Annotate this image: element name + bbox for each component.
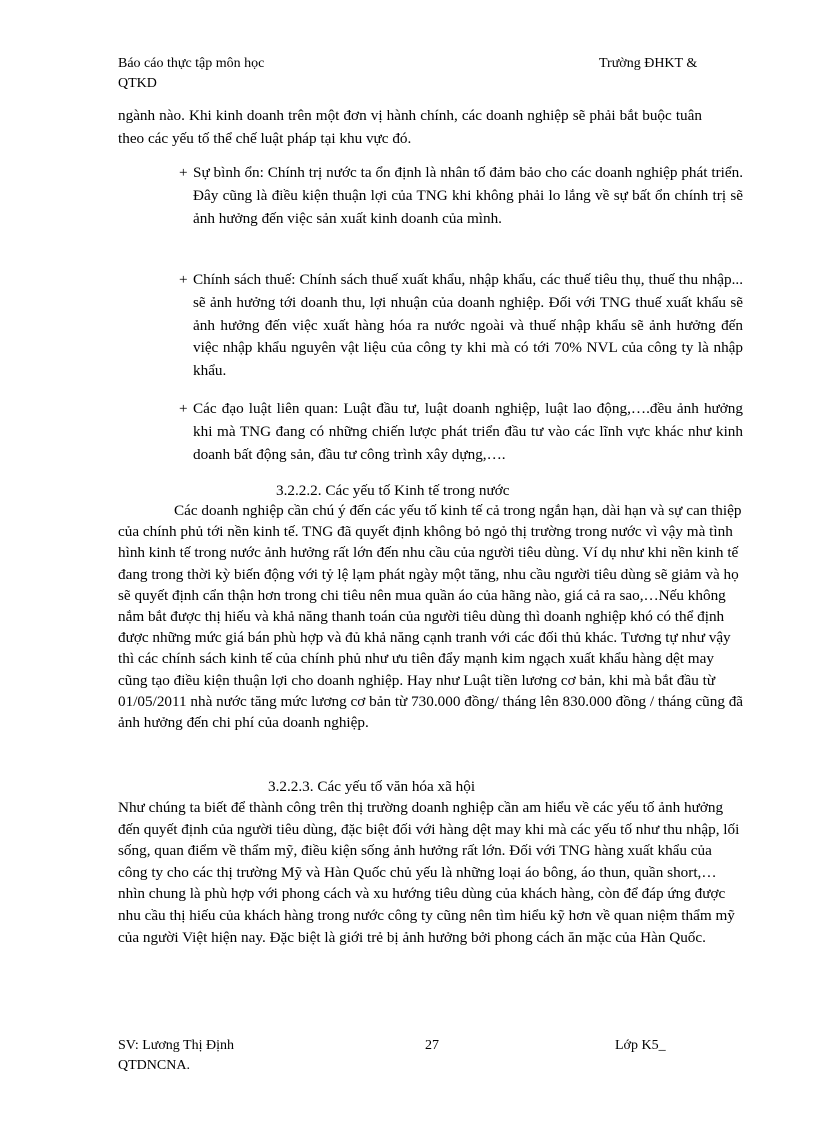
header-left-line2: QTKD [118, 76, 157, 91]
bullet-political-stability [179, 162, 743, 230]
page-number: 27 [425, 1038, 439, 1053]
bullet-related-laws [179, 398, 743, 466]
footer-left-line2: QTDNCNA. [118, 1058, 190, 1073]
section-heading-economic: 3.2.2.2. Các yếu tố Kinh tế trong nước [276, 482, 510, 499]
bullet-text: Sự bình ổn: Chính trị nước ta ổn định là nhân tố đảm bảo cho các doanh nghiệp phát triển. Đây cũng là điều kiện thuận lợi của TNG khi không phải lo lắng về sự bất ổn chính trị sẽ ảnh hưởng đến việc sản xuất kinh doanh của mình. [193, 164, 743, 227]
footer-right: Lớp K5_ [615, 1038, 666, 1053]
header-left-line1: Báo cáo thực tập môn học [118, 56, 265, 71]
section-heading-cultural: 3.2.2.3. Các yếu tố văn hóa xã hội [268, 778, 476, 795]
section-body-economic: Các doanh nghiệp cần chú ý đến các yếu tố kinh tế cả trong ngắn hạn, dài hạn và sự can thiệp của chính phủ tới nền kinh tế. TNG đã quyết định không bỏ ngỏ thị trường trong nước vì vậy mà tình hình kinh tế trong nước ảnh hưởng rất lớn đến nhu cầu của người tiêu dùng. Ví dụ như khi nền kinh tế đang trong thời kỳ biến động với tỷ lệ lạm phát ngày một tăng, nhu cầu người tiêu dùng sẽ giảm và họ sẽ quyết định cẩn thận hơn trong chi tiêu nên mua quần áo của hãng nào, giá cả ra sao,…Nếu không nắm bắt được thị hiếu và khả năng thanh toán của người tiêu dùng thì doanh nghiệp khó có thể định được những mức giá bán phù hợp và đủ khả năng cạnh tranh với các đối thủ khác. Tương tự như vậy thì các chính sách kinh tế của chính phủ như ưu tiên đẩy mạnh kim ngạch xuất khẩu hàng dệt may cũng tạo điều kiện thuận lợi cho doanh nghiệp. Hay như Luật tiền lương cơ bản, khi mà bắt đầu từ 01/05/2011 nhà nước tăng mức lương cơ bản từ 730.000 đồng/ tháng lên 830.000 đồng / tháng cũng đã ảnh hưởng đến chi phí của doanh nghiệp. [118, 502, 744, 732]
bullet-marker: + [179, 164, 188, 181]
intro-paragraph: ngành nào. Khi kinh doanh trên một đơn vị hành chính, các doanh nghiệp sẽ phải bắt buộc tuân theo các yếu tố thể chế luật pháp tại khu vực đó. [118, 107, 702, 147]
bullet-text: Chính sách thuế: Chính sách thuế xuất khẩu, nhập khẩu, các thuế tiêu thụ, thuế thu nhập... sẽ ảnh hưởng tới doanh thu, lợi nhuận của doanh nghiệp. Đối với TNG thuế xuất khẩu sẽ ảnh hưởng đến việc xuất hàng hóa ra nước ngoài và thuế nhập khẩu sẽ ảnh hưởng đến việc nhập khẩu nguyên vật liệu của công ty khi mà có tới 70% NVL của công ty là nhập khẩu. [193, 271, 743, 380]
bullet-text: Các đạo luật liên quan: Luật đầu tư, luật doanh nghiệp, luật lao động,….đều ảnh hưởng khi mà TNG đang có những chiến lược phát triển đầu tư vào các lĩnh vực khác như kinh doanh bất động sản, đầu tư công trình xây dựng,…. [193, 400, 743, 463]
bullet-marker: + [179, 400, 188, 417]
section-body-cultural: Như chúng ta biết để thành công trên thị trường doanh nghiệp cần am hiểu về các yếu tố ảnh hưởng đến quyết định của người tiêu dùng, đặc biệt đối với hàng dệt may khi mà các yếu tố như thu nhập, lối sống, quan điểm về thẩm mỹ, điều kiện sống ảnh hưởng rất lớn. Đối với TNG hàng xuất khẩu của công ty cho các thị trường Mỹ và Hàn Quốc chủ yếu là những loại áo bông, áo thun, quần short,… nhìn chung là phù hợp với phong cách và xu hướng tiêu dùng của khách hàng, còn để đáp ứng được nhu cầu thị hiếu của khách hàng trong nước công ty cũng nên tìm hiểu kỹ hơn về quan niệm thẩm mỹ của người Việt hiện nay. Đặc biệt là giới trẻ bị ảnh hưởng bởi phong cách ăn mặc của Hàn Quốc. [118, 799, 740, 946]
footer-left-line1: SV: Lương Thị Định [118, 1038, 234, 1053]
bullet-tax-policy [179, 269, 743, 383]
header-right: Trường ĐHKT & [599, 56, 698, 71]
bullet-marker: + [179, 271, 188, 288]
